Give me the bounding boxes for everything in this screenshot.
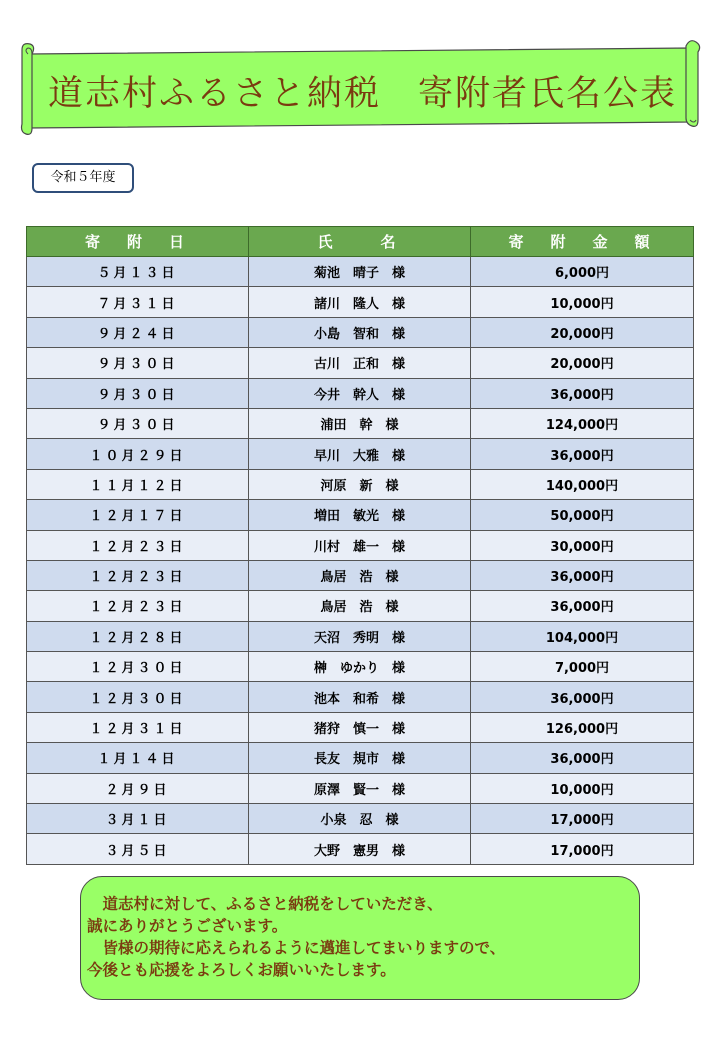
donor-name-cell: 古川 正和 様 [249, 348, 471, 378]
table-row [27, 530, 694, 560]
table-row [27, 348, 694, 378]
donation-amount-cell: 20,000円 [471, 317, 694, 347]
table-row [27, 804, 694, 834]
donation-date-cell: １２月２３日 [27, 530, 249, 560]
message-line: 今後とも応援をよろしくお願いいたします。 [87, 961, 396, 979]
donation-amount-cell: 30,000円 [471, 530, 694, 560]
donation-date-cell: １２月２３日 [27, 591, 249, 621]
message-line: 皆様の期待に応えられるように邁進してまいりますので、 [87, 939, 506, 957]
donor-name-cell: 天沼 秀明 様 [249, 621, 471, 651]
donation-amount-cell: 20,000円 [471, 348, 694, 378]
donation-amount-cell: 50,000円 [471, 500, 694, 530]
donor-name-cell: 川村 雄一 様 [249, 530, 471, 560]
donor-name-cell: 河原 新 様 [249, 469, 471, 499]
donation-date-cell: ２月９日 [27, 773, 249, 803]
title-banner [18, 40, 702, 138]
donation-amount-cell: 124,000円 [471, 408, 694, 438]
donor-table [26, 226, 694, 865]
message-line: 誠にありがとうございます。 [87, 917, 288, 935]
table-row [27, 834, 694, 864]
donation-date-cell: １２月３０日 [27, 682, 249, 712]
table-row [27, 621, 694, 651]
donation-date-cell: １２月３１日 [27, 712, 249, 742]
header-donor-name: 氏 名 [249, 227, 471, 257]
table-row [27, 287, 694, 317]
donation-amount-cell: 36,000円 [471, 682, 694, 712]
donor-name-cell: 菊池 晴子 様 [249, 257, 471, 287]
donation-date-cell: ７月３１日 [27, 287, 249, 317]
header-donation-date: 寄 附 日 [27, 227, 249, 257]
donation-date-cell: ５月１３日 [27, 257, 249, 287]
donor-name-cell: 長友 規市 様 [249, 743, 471, 773]
donation-amount-cell: 7,000円 [471, 652, 694, 682]
donor-name-cell: 鳥居 浩 様 [249, 591, 471, 621]
donor-name-cell: 増田 敏光 様 [249, 500, 471, 530]
donation-amount-cell: 10,000円 [471, 773, 694, 803]
donation-amount-cell: 126,000円 [471, 712, 694, 742]
message-line: 道志村に対して、ふるさと納税をしていただき、 [87, 895, 443, 913]
donation-date-cell: １２月１７日 [27, 500, 249, 530]
donation-date-cell: ３月５日 [27, 834, 249, 864]
table-row [27, 317, 694, 347]
table-row [27, 500, 694, 530]
donor-name-cell: 小泉 忍 様 [249, 804, 471, 834]
header-donation-amount: 寄 附 金 額 [471, 227, 694, 257]
donation-date-cell: １月１４日 [27, 743, 249, 773]
donor-name-cell: 池本 和希 様 [249, 682, 471, 712]
donation-amount-cell: 36,000円 [471, 743, 694, 773]
donor-name-cell: 小島 智和 様 [249, 317, 471, 347]
fiscal-year-badge: 令和５年度 [32, 163, 134, 193]
donation-amount-cell: 36,000円 [471, 591, 694, 621]
donor-name-cell: 榊 ゆかり 様 [249, 652, 471, 682]
donation-date-cell: ９月３０日 [27, 408, 249, 438]
table-row [27, 439, 694, 469]
donation-date-cell: ９月３０日 [27, 348, 249, 378]
donation-amount-cell: 36,000円 [471, 378, 694, 408]
donation-amount-cell: 140,000円 [471, 469, 694, 499]
table-row [27, 652, 694, 682]
donor-table-body [27, 257, 694, 865]
donation-amount-cell: 10,000円 [471, 287, 694, 317]
table-row [27, 378, 694, 408]
table-row [27, 469, 694, 499]
table-row [27, 743, 694, 773]
donor-name-cell: 今井 幹人 様 [249, 378, 471, 408]
donor-name-cell: 諸川 隆人 様 [249, 287, 471, 317]
donation-amount-cell: 17,000円 [471, 834, 694, 864]
donation-amount-cell: 104,000円 [471, 621, 694, 651]
donation-date-cell: ３月１日 [27, 804, 249, 834]
table-row [27, 408, 694, 438]
table-row [27, 257, 694, 287]
page-title: 道志村ふるさと納税 寄附者氏名公表 [47, 74, 677, 114]
thank-you-message [80, 876, 640, 1000]
donor-name-cell: 鳥居 浩 様 [249, 560, 471, 590]
donor-name-cell: 猪狩 慎一 様 [249, 712, 471, 742]
donor-name-cell: 浦田 幹 様 [249, 408, 471, 438]
table-row [27, 682, 694, 712]
donation-amount-cell: 6,000円 [471, 257, 694, 287]
donation-date-cell: １２月３０日 [27, 652, 249, 682]
donation-date-cell: １１月１２日 [27, 469, 249, 499]
donation-date-cell: １２月２３日 [27, 560, 249, 590]
donation-date-cell: ９月２４日 [27, 317, 249, 347]
donation-date-cell: ９月３０日 [27, 378, 249, 408]
donor-name-cell: 大野 憲男 様 [249, 834, 471, 864]
table-row [27, 560, 694, 590]
donation-date-cell: １０月２９日 [27, 439, 249, 469]
donation-amount-cell: 17,000円 [471, 804, 694, 834]
donor-name-cell: 早川 大雅 様 [249, 439, 471, 469]
donor-name-cell: 原澤 賢一 様 [249, 773, 471, 803]
table-row [27, 712, 694, 742]
donation-date-cell: １２月２８日 [27, 621, 249, 651]
donation-amount-cell: 36,000円 [471, 560, 694, 590]
table-header-row [27, 227, 694, 257]
table-row [27, 773, 694, 803]
table-row [27, 591, 694, 621]
donation-amount-cell: 36,000円 [471, 439, 694, 469]
